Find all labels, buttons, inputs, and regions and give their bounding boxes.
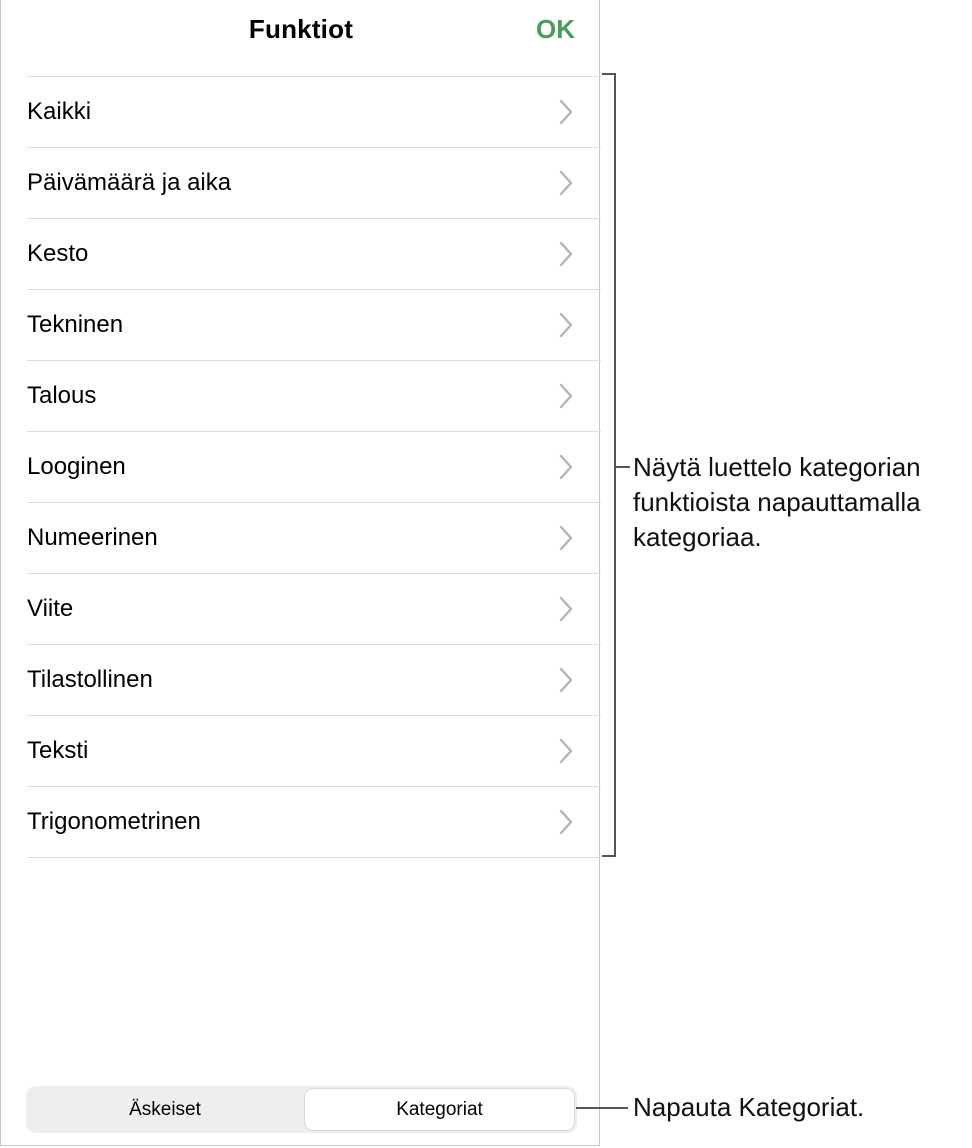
list-item-statistical[interactable] [27,644,601,715]
list-item-label: Trigonometrinen [27,808,201,835]
list-item-label: Tilastollinen [27,666,153,693]
chevron-right-icon [558,241,574,267]
tab-recent[interactable]: Äskeiset [129,1099,201,1120]
list-item-label: Numeerinen [27,524,158,551]
list-item-label: Tekninen [27,311,124,338]
list-item-duration[interactable] [27,218,601,289]
list-item-label: Päivämäärä ja aika [27,169,232,196]
list-item-kaikki[interactable] [27,76,601,147]
chevron-right-icon [558,170,574,196]
chevron-right-icon [558,525,574,551]
chevron-right-icon [558,383,574,409]
callout-bracket-vertical [614,73,616,857]
callout-tab-note: Napauta Kategoriat. [633,1092,865,1122]
chevron-right-icon [558,596,574,622]
list-item-label: Viite [27,595,74,622]
list-item-label: Talous [27,382,97,409]
ok-button[interactable]: OK [536,14,575,44]
chevron-right-icon [558,738,574,764]
callout-line-3: kategoriaa. [633,522,762,552]
list-item-date-time[interactable] [27,147,601,218]
callout-line-1: Näytä luettelo kategorian [633,452,921,482]
list-item-engineering[interactable] [27,289,601,360]
list-item-label: Teksti [27,737,89,764]
chevron-right-icon [558,809,574,835]
tab-categories[interactable]: Kategoriat [305,1089,574,1130]
list-item-text[interactable] [27,715,601,786]
list-item-reference[interactable] [27,573,601,644]
callout-line-2: funktioista napauttamalla [633,487,921,517]
chevron-right-icon [558,312,574,338]
page-title: Funktiot [248,14,354,44]
callout-list-note [633,450,921,555]
list-item-label: Kesto [27,240,89,267]
list-item-numeric[interactable] [27,502,601,573]
callout-tab-connector [576,1107,628,1109]
callout-connector [616,466,630,468]
list-item-label: Kaikki [27,98,92,125]
list-item-label: Looginen [27,453,126,480]
chevron-right-icon [558,454,574,480]
list-item-logical[interactable] [27,431,601,502]
list-item-financial[interactable] [27,360,601,431]
list-item-trigonometric[interactable] [27,786,601,858]
chevron-right-icon [558,667,574,693]
category-list [27,76,601,858]
segmented-control [26,1086,577,1133]
callout-bracket-bottom [602,855,616,857]
chevron-right-icon [558,99,574,125]
